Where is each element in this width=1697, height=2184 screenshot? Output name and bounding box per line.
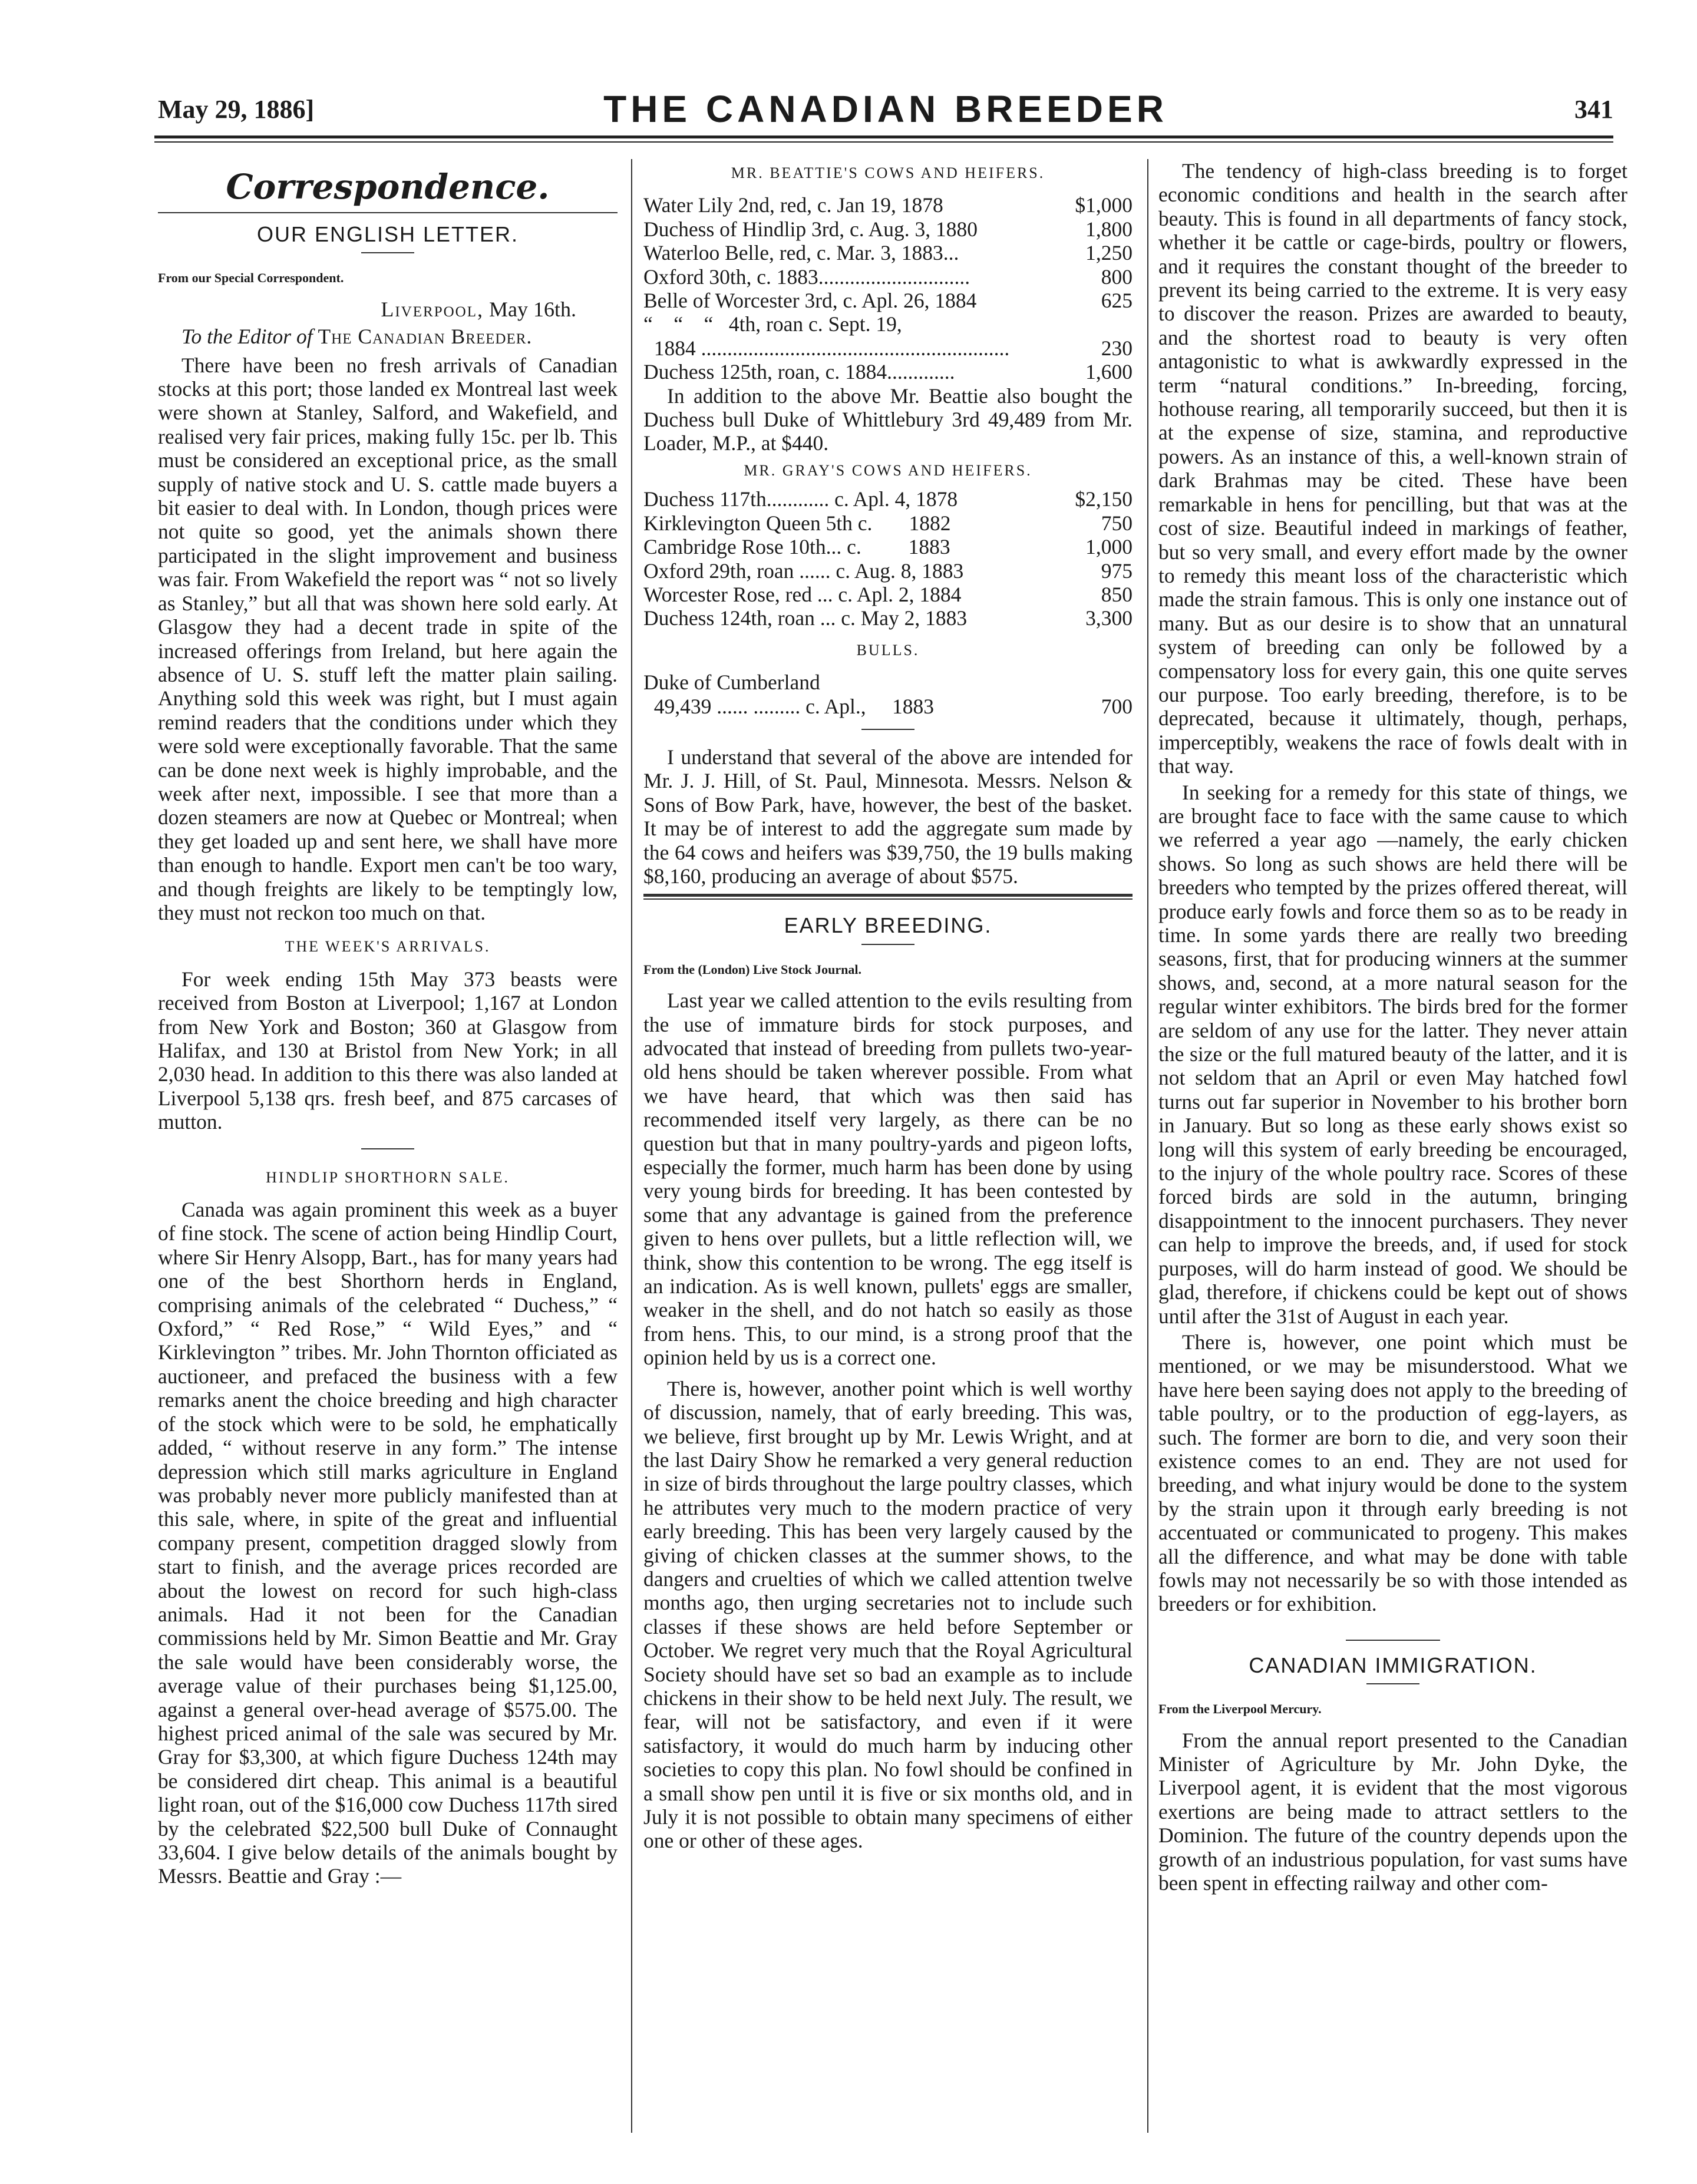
addressee-prefix: To the Editor of — [181, 325, 318, 349]
animal-price: 800 — [1101, 265, 1133, 289]
beattie-sales-table — [643, 193, 1133, 384]
table-row — [643, 360, 1133, 384]
column-divider — [1147, 159, 1148, 2133]
animal-price: 1,600 — [1085, 360, 1133, 384]
animal-price: 700 — [1101, 694, 1133, 718]
dateline-place: Liverpool, — [381, 297, 484, 321]
animal-name: Waterloo Belle, red, c. Mar. 3, 1883... — [643, 241, 959, 265]
article-heading: OUR ENGLISH LETTER. — [256, 222, 519, 246]
addressee — [158, 325, 618, 348]
animal-name: Water Lily 2nd, red, c. Jan 19, 1878 — [643, 193, 943, 217]
animal-price: 1,800 — [1085, 217, 1133, 241]
animal-name: Worcester Rose, red ... c. Apl. 2, 1884 — [643, 582, 962, 606]
divider — [1366, 1683, 1419, 1684]
animal-price: 625 — [1101, 289, 1133, 313]
animal-name: “ “ “ 4th, roan c. Sept. 19, — [643, 312, 902, 336]
paragraph: Last year we called attention to the evils resulting from the use of immature birds for stock purposes, and advocated that instead of breeding from pullets two-year-old hens should be taken wherever possible. From what we have heard, that which was then said has recommended itself very largely, as there can be no question but that in many poultry-yards and pigeon lofts, especially the former, much harm has been done by using very young birds for breeding. It has been contested by some that any advantage is gained from the preference given to hens over pullets, but a little reflection will, we think, show this contention to be wrong. The egg itself is an indication. As is well known, pullets' eggs are smaller, weaker in the shell, and do not hatch so easily as those from hens. This, to our mind, is a strong proof that the opinion held by us is a correct one. — [643, 989, 1133, 1370]
paragraph: There is, however, another point which is well worthy of discussion, namely, that of early breeding. This was, we believe, first brought up by Mr. Lewis Wright, and at the last Dairy Show he remarked a very general reduction in size of birds throughout the large poultry classes, which he attributes very much to the modern practice of very early breeding. This has been very largely caused by the giving of chicken classes at the summer shows, to the dangers and cruelties of which we called attention twelve months ago, then urging secretaries not to include such classes if these shows are held before September or October. We regret very much that the Royal Agricultural Society should have set so bad an example as to include chickens in their show to be held next July. The result, we fear, will not be satisfactory, and even if it were satisfactory, it would do much harm by inducing other societies to copy this plan. No fowl should be confined in a small show pen until it is five or six months old, and in July it is not possible to obtain many specimens of either one or other of these ages. — [643, 1376, 1133, 1853]
article-heading: EARLY BREEDING. — [784, 913, 992, 938]
masthead-rule-thin — [154, 141, 1613, 143]
table-row — [643, 312, 1133, 336]
dateline — [158, 298, 618, 321]
gray-sales-table — [643, 487, 1133, 630]
department-heading: Correspondence. — [226, 167, 550, 207]
source-line: From our Special Correspondent. — [158, 270, 344, 286]
divider — [861, 729, 914, 730]
subheading: HINDLIP SHORTHORN SALE. — [266, 1168, 510, 1186]
table-row — [643, 583, 1133, 606]
divider — [1346, 1640, 1440, 1641]
paragraph: In addition to the above Mr. Beattie also bought the Duchess bull Duke of Whittlebury 3rd 49,489 from Mr. Loader, M.P., at $440. — [643, 384, 1133, 455]
table-row — [643, 193, 1133, 217]
animal-price: 1,250 — [1085, 241, 1133, 265]
animal-name: Cambridge Rose 10th... c. 1883 — [643, 535, 950, 559]
animal-price: $1,000 — [1075, 193, 1133, 217]
newspaper-title: THE CANADIAN BREEDER — [603, 88, 1168, 130]
paragraph: There have been no fresh arrivals of Canadian stocks at this port; those landed ex Montreal last week were shown at Stanley, Salford, and Wakefield, and realised very fair prices, making fully 15c. per lb. This must be considered an exceptional price, as the small supply of native stock and U. S. cattle made buyers a bit easier to deal with. In London, though prices were not quite so good, yet the animals shown there participated in the slight improvement and business was fair. From Wakefield the report was “ not so lively as Stanley,” but all that was shown here sold early. At Glasgow they had a decent trade in spite of the increased offerings from Ireland, but here again the absence of U. S. stuff left the matter plain sailing. Anything sold this week was right, but I must again remind readers that the conditions under which they were sold were exceptionally favorable. That the same can be done next week is highly improbable, and the week after next, impossible. I see that more than a dozen steamers are now at Quebec or Montreal; when they get loaded up and sent here, we shall have more than enough to handle. Export men can't be too wary, and though freights are likely to be temptingly low, they must not reckon too much on that. — [158, 353, 618, 924]
section-double-rule — [643, 894, 1133, 900]
table-row — [643, 559, 1133, 583]
animal-price: 850 — [1101, 582, 1133, 606]
table-row — [643, 487, 1133, 511]
table-row — [643, 217, 1133, 241]
paragraph: In seeking for a remedy for this state of things, we are brought face to face with the same cause to which we referred a year ago —namely, the early chicken shows. So long as such shows are held there will be breeders who tempted by the prizes offered thereat, will produce early fowls and force them so as to be ready in time. In some yards there are really two breeding seasons, first, that for producing winners at the summer shows, and, second, at a more natural season for the regular winter exhibitors. The birds bred for the former are seldom of any use for the latter. They never attain the size or the full matured beauty of the latter, and it is not seldom that an April or even May hatched fowl turns out far superior in November to his brother born in January. But so long as these early shows exist so long will this system of early breeding be encouraged, to the injury of the whole poultry race. Scores of these forced birds are sold in the autumn, bringing disappointment to the innocent purchasers. They never can help to improve the breeds, and, if used for stock purposes, will do harm instead of good. We should be glad, therefore, if chickens could be kept out of shows until after the 31st of August in each year. — [1158, 780, 1627, 1328]
dateline-date: May 16th. — [484, 297, 576, 321]
divider — [361, 1148, 414, 1149]
table-row — [643, 606, 1133, 630]
table-heading: BULLS. — [856, 641, 920, 659]
table-row — [643, 289, 1133, 312]
table-row — [643, 265, 1133, 289]
subheading: THE WEEK'S ARRIVALS. — [285, 938, 491, 956]
masthead — [158, 87, 1613, 134]
animal-name: Duke of Cumberland — [643, 670, 820, 695]
source-line: From the (London) Live Stock Journal. — [643, 962, 861, 977]
table-row — [643, 535, 1133, 559]
divider — [158, 212, 618, 213]
animal-price — [1066, 312, 1133, 336]
addressee-name: The Canadian Breeder. — [318, 325, 533, 349]
source-line: From the Liverpool Mercury. — [1158, 1701, 1322, 1717]
paragraph: The tendency of high-class breeding is to forget economic conditions and health in the search after beauty. This is found in all departments of fancy stock, whether it be cattle or cage-birds, poultry or flowers, and it requires the constant thought of the breeder to prevent its being carried to the extreme. It is very easy to discover the reason. Prizes are awarded to beauty, and the shortest road to beauty is very often antagonistic to what is awkwardly expressed in the term “natural conditions.” In-breeding, forcing, hothouse rearing, all temporarily succeed, but then it is at the expense of size, stamina, and reproductive powers. As an instance of this, a well-known strain of dark Brahmas may be cited. These have been remarkable in hens for pencilling, but that was at the cost of size. Beautiful indeed in markings of feather, but so very small, and every effort made by the owner to remedy this meant loss of the characteristic which made the strain famous. This is only one instance out of many. But as our desire is to show that an unnatural system of breeding can only be followed by a compensatory loss for every gain, this one quite serves our purpose. Too early breeding, therefore, is to be deprecated, because it ultimately, though, perhaps, imperceptibly, weakens the race of fowls dealt with in that way. — [1158, 159, 1627, 778]
divider — [861, 944, 914, 945]
table-row — [643, 695, 1133, 718]
column-divider — [631, 159, 632, 2133]
paragraph: From the annual report presented to the Canadian Minister of Agriculture by Mr. John Dyke, the Liverpool agent, it is evident that the most vigorous exertions are being made to attract settlers to the Dominion. The future of the country depends upon the growth of an industrious population, for vast sums have been spent in effecting railway and other com- — [1158, 1728, 1627, 1895]
animal-name: Oxford 30th, c. 1883............................. — [643, 265, 970, 289]
table-row — [643, 511, 1133, 535]
paragraph: Canada was again prominent this week as a buyer of fine stock. The scene of action being Hindlip Court, where Sir Henry Alsopp, Bart., has for many years had one of the best Shorthorn herds in England, comprising animals of the celebrated “ Duchess,” “ Oxford,” “ Red Rose,” “ Wild Eyes,” and “ Kirklevington ” tribes. Mr. John Thornton officiated as auctioneer, and prefaced the business with a few remarks anent the choice breeding and high character of the stock which were to be sold, he emphatically added, “ without reserve in any form.” The intense depression which still marks agriculture in England was probably never more publicly manifested than at this sale, where, in spite of the great and influential company present, competition dragged slowly from start to finish, and the average prices recorded are about the lowest on record for such high-class animals. Had it not been for the Canadian commissions held by Mr. Simon Beattie and Mr. Gray the sale would have been considerably worse, the average value of their purchases being $1,125.00, against a general over-head average of $575.00. The highest priced animal of the sale was secured by Mr. Gray for $3,300, at which figure Duchess 124th may be considered dirt cheap. This animal is a beautiful light roan, out of the $16,000 cow Duchess 117th sired by the celebrated $22,500 bull Duke of Connaught 33,604. I give below details of the animals bought by Messrs. Beattie and Gray :— — [158, 1198, 618, 1888]
animal-price: 1,000 — [1085, 535, 1133, 559]
animal-price: 3,300 — [1085, 606, 1133, 630]
animal-name: Belle of Worcester 3rd, c. Apl. 26, 1884 — [643, 289, 977, 313]
animal-name: 1884 ........................................................... — [643, 336, 1010, 360]
table-heading: MR. GRAY'S COWS AND HEIFERS. — [744, 461, 1032, 479]
animal-name: Duchess 124th, roan ... c. May 2, 1883 — [643, 606, 968, 630]
masthead-rule-thick — [154, 136, 1613, 138]
paragraph: For week ending 15th May 373 beasts were received from Boston at Liverpool; 1,167 at London from New York and Boston; 360 at Glasgow from Halifax, and 130 at Bristol from New York; in all 2,030 head. In addition to this there was also landed at Liverpool 5,138 qrs. fresh beef, and 875 carcases of mutton. — [158, 967, 618, 1134]
table-heading: MR. BEATTIE'S COWS AND HEIFERS. — [731, 164, 1045, 181]
animal-name: Duchess of Hindlip 3rd, c. Aug. 3, 1880 — [643, 217, 978, 241]
empty-cell — [1085, 670, 1133, 694]
animal-price: 230 — [1101, 336, 1133, 360]
page-number: 341 — [1574, 95, 1613, 124]
paragraph: There is, however, one point which must be mentioned, or we may be misunderstood. What we have here been saying does not apply to the breeding of table poultry, or to the production of egg-layers, as such. The former are born to die, and very soon their existence comes to an end. They are not used for breeding, and what injury would be done to the system by the strain upon it through early breeding is not accentuated or communicated to progeny. This makes all the difference, and what may be done with table fowls may not necessarily be so with those intended as breeders or for exhibition. — [1158, 1330, 1627, 1616]
column-2 — [643, 159, 1133, 1855]
animal-price: 750 — [1101, 511, 1133, 535]
paragraph: I understand that several of the above are intended for Mr. J. J. Hill, of St. Paul, Minnesota. Messrs. Nelson & Sons of Bow Park, have, however, the best of the basket. It may be of interest to add the aggregate sum made by the 64 cows and heifers was $39,750, the 19 bulls making $8,160, producing an average of about $575. — [643, 745, 1133, 888]
column-1 — [158, 159, 618, 1891]
animal-name: Duchess 125th, roan, c. 1884............. — [643, 360, 955, 384]
table-row — [643, 241, 1133, 265]
issue-date: May 29, 1886] — [158, 95, 315, 124]
animal-name: Duchess 117th............ c. Apl. 4, 1878 — [643, 487, 958, 511]
table-row — [643, 336, 1133, 360]
divider — [361, 252, 414, 253]
bulls-table — [643, 670, 1133, 718]
article-heading: CANADIAN IMMIGRATION. — [1249, 1653, 1537, 1677]
animal-detail: 49,439 ...... ......... c. Apl., 1883 — [643, 694, 935, 718]
animal-name: Oxford 29th, roan ...... c. Aug. 8, 1883 — [643, 559, 964, 583]
animal-name: Kirklevington Queen 5th c. 1882 — [643, 511, 951, 535]
table-row — [643, 670, 1133, 694]
animal-price: $2,150 — [1075, 487, 1133, 511]
column-3 — [1158, 159, 1627, 1897]
animal-price: 975 — [1101, 559, 1133, 583]
